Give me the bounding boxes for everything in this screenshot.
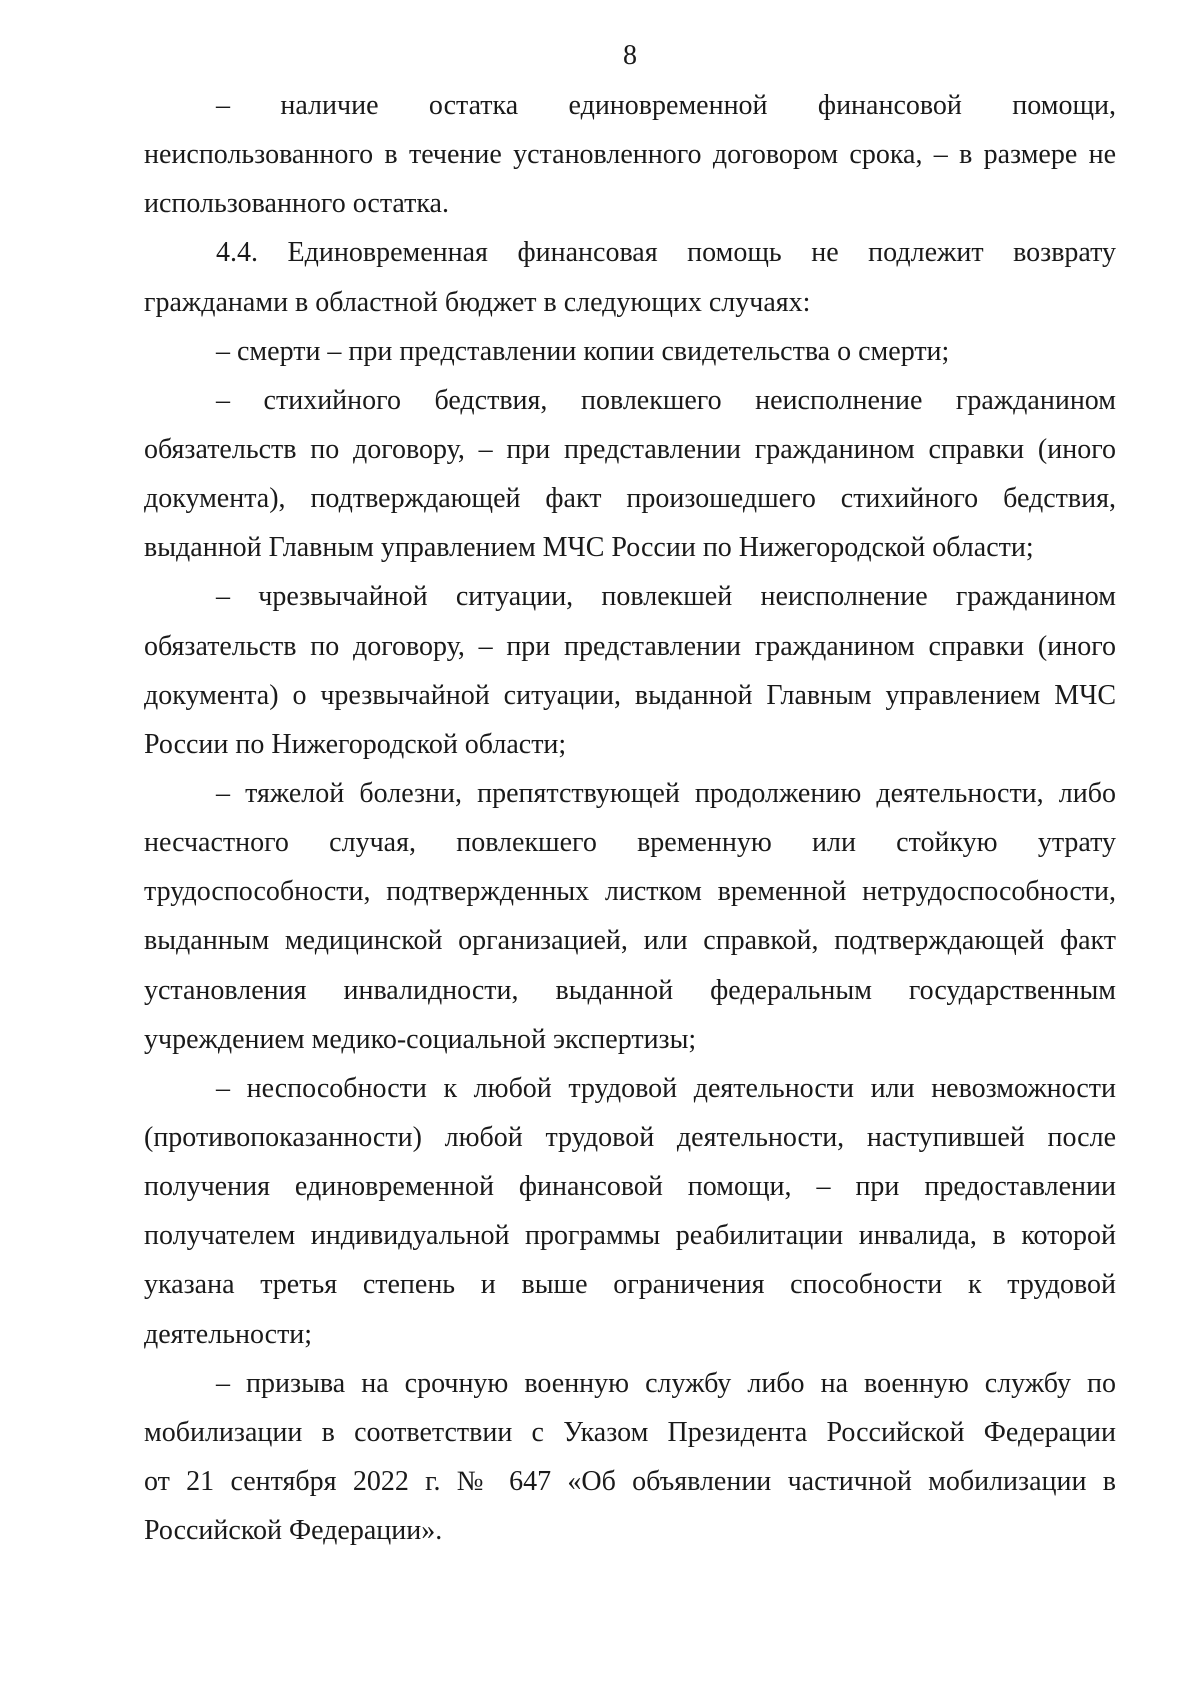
paragraph	[144, 376, 1116, 573]
paragraph	[144, 572, 1116, 769]
text-line: обязательств по договору, – при представлении гражданином справки (иного	[144, 630, 1116, 662]
text-line: выданной Главным управлением МЧС России по Нижегородской области;	[144, 532, 1034, 564]
text-line: мобилизации в соответствии с Указом Президента Российской Федерации	[144, 1416, 1116, 1448]
text-line: неиспользованного в течение установленного договором срока, – в размере не	[144, 139, 1116, 171]
text-line: России по Нижегородской области;	[144, 728, 567, 760]
paragraph	[144, 228, 1116, 326]
text-line: – чрезвычайной ситуации, повлекшей неисполнение гражданином	[216, 581, 1116, 613]
text-line: (противопоказанности) любой трудовой деятельности, наступившей после	[144, 1121, 1116, 1153]
text-line: гражданами в областной бюджет в следующих случаях:	[144, 286, 811, 318]
text-line: получателем индивидуальной программы реабилитации инвалида, в которой	[144, 1220, 1116, 1252]
paragraph	[144, 327, 1116, 376]
text-line: обязательств по договору, – при представлении гражданином справки (иного	[144, 433, 1116, 465]
text-line: – смерти – при представлении копии свидетельства о смерти;	[216, 335, 950, 367]
text-line: документа), подтверждающей факт произошедшего стихийного бедствия,	[144, 483, 1116, 515]
text-line: – призыва на срочную военную службу либо на военную службу по	[216, 1367, 1116, 1399]
text-line: Российской Федерации».	[144, 1515, 443, 1547]
paragraph	[144, 1359, 1116, 1556]
document-body	[144, 81, 1116, 1555]
paragraph	[144, 1064, 1116, 1359]
text-line: трудоспособности, подтвержденных листком временной нетрудоспособности,	[144, 876, 1116, 908]
paragraph	[144, 769, 1116, 1064]
paragraph	[144, 81, 1116, 228]
text-line: – неспособности к любой трудовой деятельности или невозможности	[216, 1072, 1116, 1104]
text-line: от 21 сентября 2022 г. № 647 «Об объявлении частичной мобилизации в	[144, 1465, 1116, 1497]
text-line: – стихийного бедствия, повлекшего неисполнение гражданином	[216, 384, 1116, 416]
page-number: 8	[623, 40, 637, 71]
text-line: несчастного случая, повлекшего временную или стойкую утрату	[144, 827, 1116, 859]
text-line: учреждением медико-социальной экспертизы;	[144, 1023, 697, 1055]
text-line: деятельности;	[144, 1318, 313, 1350]
text-line: – наличие остатка единовременной финансовой помощи,	[216, 90, 1116, 121]
text-line: – тяжелой болезни, препятствующей продолжению деятельности, либо	[216, 777, 1116, 809]
text-line: выданным медицинской организацией, или справкой, подтверждающей факт	[144, 925, 1116, 957]
text-line: документа) о чрезвычайной ситуации, выданной Главным управлением МЧС	[144, 679, 1116, 711]
text-line: использованного остатка.	[144, 188, 449, 220]
text-line: 4.4. Единовременная финансовая помощь не подлежит возврату	[216, 237, 1116, 269]
text-line: указана третья степень и выше ограничения способности к трудовой	[144, 1269, 1116, 1301]
text-line: установления инвалидности, выданной федеральным государственным	[144, 974, 1116, 1006]
text-line: получения единовременной финансовой помощи, – при предоставлении	[144, 1171, 1116, 1203]
